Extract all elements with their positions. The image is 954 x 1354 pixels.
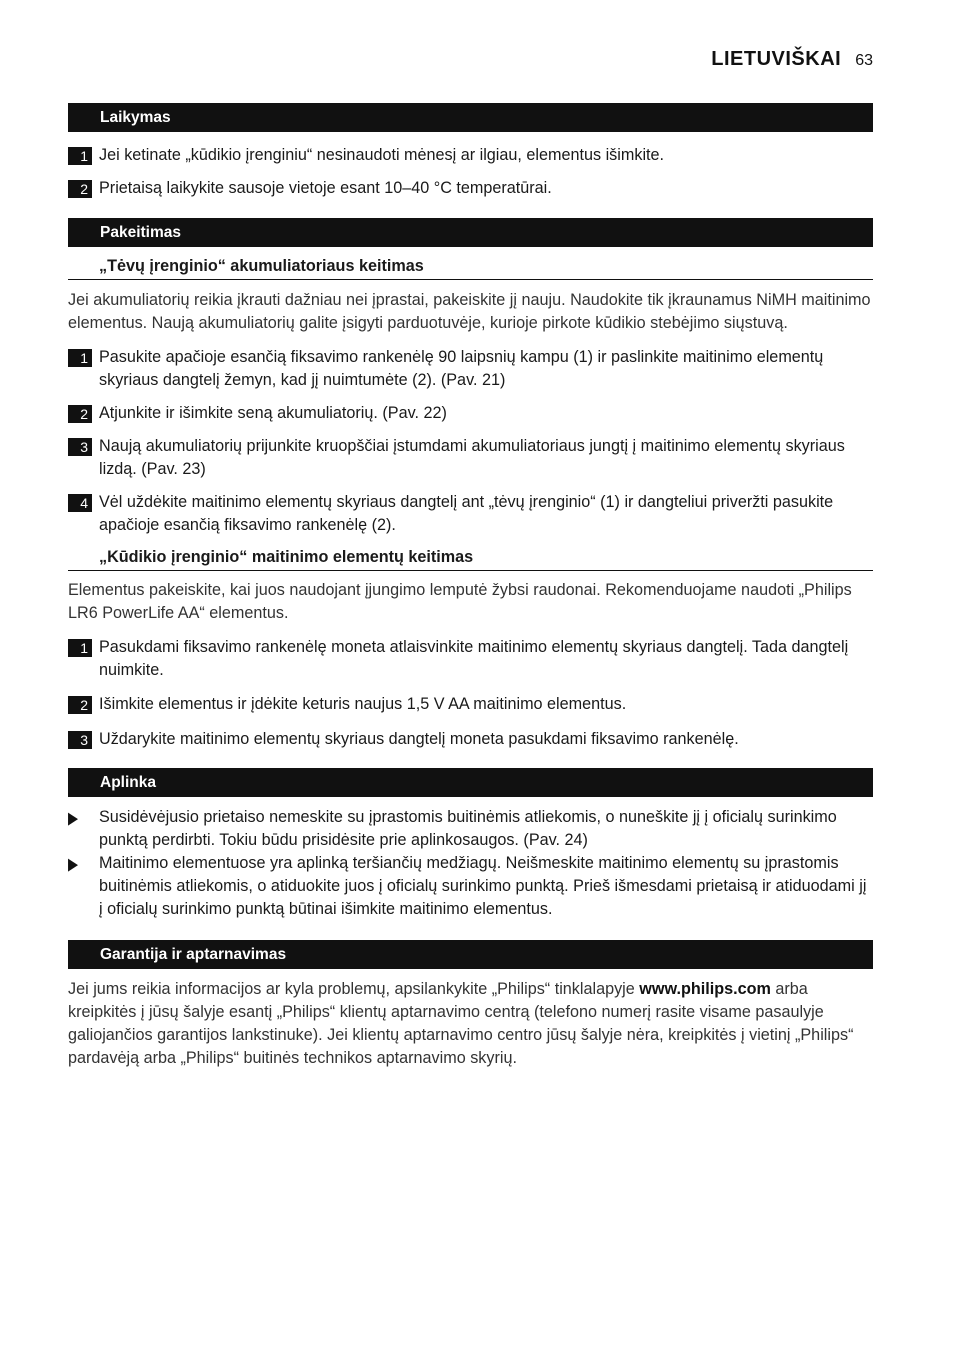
bullet-text: Maitinimo elementuose yra aplinką teršiančių medžiagų. Neišmeskite maitinimo elementų su įprastomis buitinėmis atliekomis, o atiduokite juos į oficialų surinkimo punktą. Prieš išmesdami prietaisą ir atiduodami jį į oficialų surinkimo punktą būtinai išimkite maitinimo elementus. bbox=[99, 854, 867, 918]
step-item bbox=[68, 693, 873, 716]
bullet-marker-icon: ▶ bbox=[68, 807, 78, 828]
page-number: 63 bbox=[855, 52, 873, 69]
bullet-item bbox=[68, 852, 873, 921]
intro-paragraph: Elementus pakeiskite, kai juos naudojant įjungimo lemputė žybsi raudonai. Rekomenduojame naudoti „Philips LR6 PowerLife AA“ elementus. bbox=[68, 581, 852, 622]
step-number: 4 bbox=[68, 494, 92, 512]
guarantee-paragraph bbox=[68, 978, 873, 1070]
section-header-replacement: Pakeitimas bbox=[68, 218, 873, 247]
step-item bbox=[68, 636, 873, 682]
step-text: Jei ketinate „kūdikio įrenginiu“ nesinaudoti mėnesį ar ilgiau, elementus išimkite. bbox=[99, 146, 665, 164]
step-number: 2 bbox=[68, 180, 92, 198]
step-item bbox=[68, 402, 873, 425]
guarantee-text: arba kreipkitės į jūsų šalyje esantį „Philips“ klientų aptarnavimo centrą (telefono numerį rasite visame pasaulyje galiojančios garantijos lankstinuke). Jei klientų aptarnavimo centro jūsų šalyje nėra, kreipkitės į vietinį „Philips“ pardavėją arba „Philips“ buitinės technikos aptarnavimo skyrių. bbox=[68, 980, 854, 1067]
philips-website-link[interactable]: www.philips.com bbox=[639, 980, 771, 998]
step-text: Pasukdami fiksavimo rankenėlę moneta atlaisvinkite maitinimo elementų skyriaus dangtelį. Tada dangtelį nuimkite. bbox=[99, 638, 849, 679]
step-number: 1 bbox=[68, 147, 92, 165]
step-text: Pasukite apačioje esančią fiksavimo rankenėlę 90 laipsnių kampu (1) ir paslinkite maitinimo elementų skyriaus dangtelį žemyn, kad jį nuimtumėte (2). (Pav. 21) bbox=[99, 348, 824, 389]
step-number: 3 bbox=[68, 731, 92, 749]
page-content bbox=[68, 103, 873, 1070]
step-number: 2 bbox=[68, 405, 92, 423]
step-item bbox=[68, 346, 873, 392]
section-header-guarantee: Garantija ir aptarnavimas bbox=[68, 940, 873, 969]
step-item bbox=[68, 728, 873, 751]
intro-paragraph: Jei akumuliatorių reikia įkrauti dažniau nei įprastai, pakeiskite jį nauju. Naudokite tik įkraunamus NiMH maitinimo elementus. Naują akumuliatorių galite įsigyti parduotuvėje, kurioje pirkote kūdikio stebėjimo siųstuvą. bbox=[68, 291, 871, 332]
step-number: 1 bbox=[68, 349, 92, 367]
step-text: Naują akumuliatorių prijunkite kruopščiai įstumdami akumuliatoriaus jungtį į maitinimo elementų skyriaus lizdą. (Pav. 23) bbox=[99, 437, 845, 478]
step-text: Atjunkite ir išimkite seną akumuliatorių. (Pav. 22) bbox=[99, 404, 447, 422]
section-header-storage: Laikymas bbox=[68, 103, 873, 132]
page-header bbox=[711, 48, 873, 71]
step-number: 3 bbox=[68, 438, 92, 456]
step-item bbox=[68, 491, 873, 537]
step-text: Vėl uždėkite maitinimo elementų skyriaus dangtelį ant „tėvų įrenginio“ (1) ir dangteliui priveržti pasukite apačioje esančią fiksavimo rankenėlę (2). bbox=[99, 493, 834, 534]
step-text: Uždarykite maitinimo elementų skyriaus dangtelį moneta pasukdami fiksavimo rankenėlę. bbox=[99, 730, 739, 748]
step-item bbox=[68, 435, 873, 481]
bullet-marker-icon: ▶ bbox=[68, 853, 78, 874]
bullet-item bbox=[68, 806, 873, 852]
section-header-environment: Aplinka bbox=[68, 768, 873, 797]
subsection-title: „Tėvų įrenginio“ akumuliatoriaus keitimas bbox=[68, 255, 873, 280]
step-item bbox=[68, 144, 873, 167]
bullet-text: Susidėvėjusio prietaiso nemeskite su įprastomis buitinėmis atliekomis, o nuneškite jį į oficialų surinkimo punktą perdirbti. Tokiu būdu prisidėsite prie aplinkosaugos. (Pav. 24) bbox=[99, 808, 837, 849]
step-number: 1 bbox=[68, 639, 92, 657]
guarantee-text: Jei jums reikia informacijos ar kyla problemų, apsilankykite „Philips“ tinklalapyje bbox=[68, 980, 640, 998]
step-item bbox=[68, 177, 873, 200]
step-number: 2 bbox=[68, 696, 92, 714]
step-text: Prietaisą laikykite sausoje vietoje esant 10–40 °C temperatūrai. bbox=[99, 179, 552, 197]
step-text: Išimkite elementus ir įdėkite keturis naujus 1,5 V AA maitinimo elementus. bbox=[99, 695, 627, 713]
subsection-title: „Kūdikio įrenginio“ maitinimo elementų keitimas bbox=[68, 546, 873, 571]
language-title: LIETUVIŠKAI bbox=[711, 48, 842, 70]
